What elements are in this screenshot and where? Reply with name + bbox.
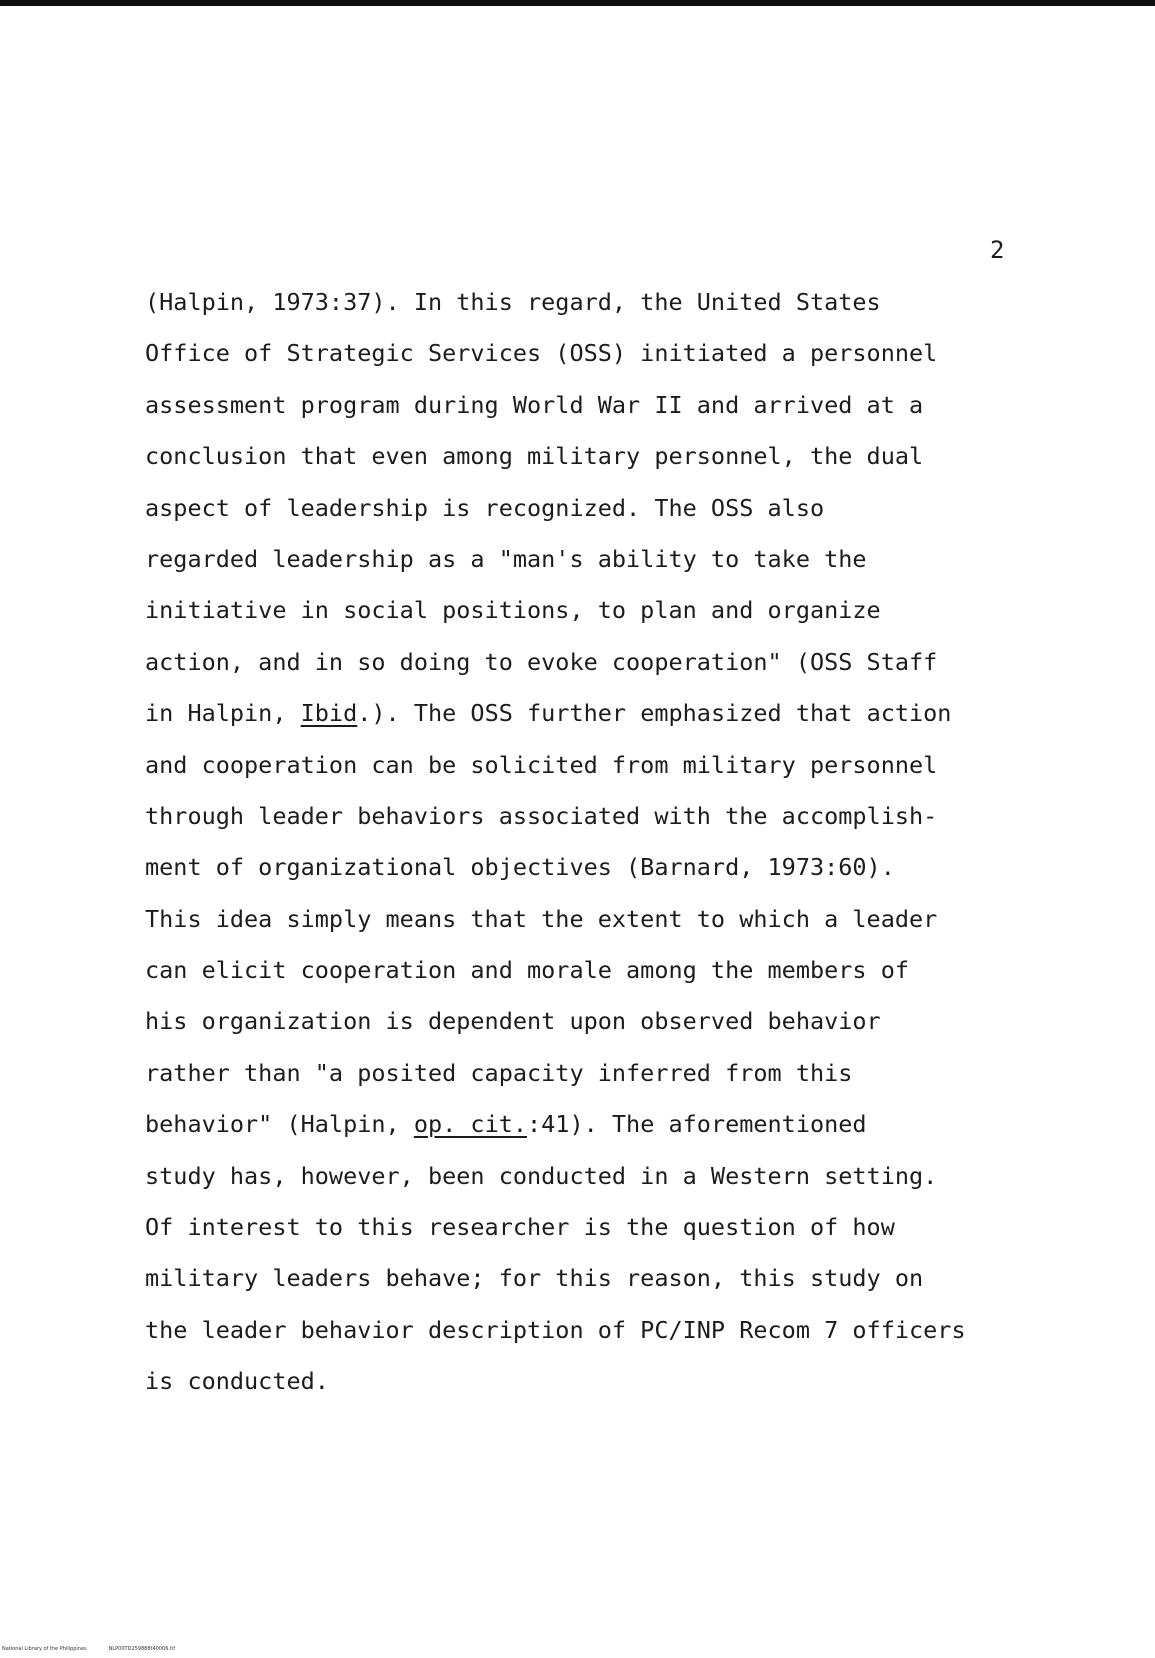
text-line: rather than "a posited capacity inferred from this [145, 1058, 853, 1087]
text-line: conclusion that even among military personnel, the dual [145, 442, 924, 471]
top-edge-rule [0, 0, 1155, 6]
text-line: behavior" (Halpin, op. cit.:41). The aforementioned [145, 1110, 867, 1139]
body-paragraph [145, 287, 1065, 1418]
text-line: can elicit cooperation and morale among the members of [145, 956, 910, 985]
text-line: ment of organizational objectives (Barnard, 1973:60). [145, 853, 895, 882]
text-line: Office of Strategic Services (OSS) initiated a personnel [145, 339, 938, 368]
footer-file-id: NLP00TD259888t40006.tif [108, 1646, 176, 1652]
text-line: assessment program during World War II and arrived at a [145, 390, 924, 419]
text-line: and cooperation can be solicited from military personnel [145, 750, 938, 779]
text-line: military leaders behave; for this reason, this study on [145, 1264, 924, 1293]
text-line: study has, however, been conducted in a Western setting. [145, 1161, 938, 1190]
scan-footer [2, 1646, 175, 1653]
text-line: regarded leadership as a "man's ability to take the [145, 544, 867, 573]
text-line: his organization is dependent upon observed behavior [145, 1007, 881, 1036]
text-line: in Halpin, Ibid.). The OSS further emphasized that action [145, 699, 952, 728]
underlined-citation: Ibid [300, 699, 358, 728]
text-line: action, and in so doing to evoke cooperation" (OSS Staff [145, 647, 938, 676]
page-number: 2 [990, 236, 1005, 264]
text-line: aspect of leadership is recognized. The OSS also [145, 493, 825, 522]
text-line: the leader behavior description of PC/INP Recom 7 officers [145, 1315, 966, 1344]
text-line: through leader behaviors associated with the accomplish- [145, 801, 938, 830]
footer-library: National Library of the Philippines [2, 1646, 87, 1652]
text-line: (Halpin, 1973:37). In this regard, the United States [145, 288, 881, 316]
text-line: initiative in social positions, to plan and organize [145, 596, 881, 625]
underlined-citation: op. cit. [413, 1110, 528, 1139]
text-line: Of interest to this researcher is the question of how [145, 1213, 895, 1242]
text-line: is conducted. [145, 1367, 329, 1396]
text-line: This idea simply means that the extent to which a leader [145, 904, 938, 933]
